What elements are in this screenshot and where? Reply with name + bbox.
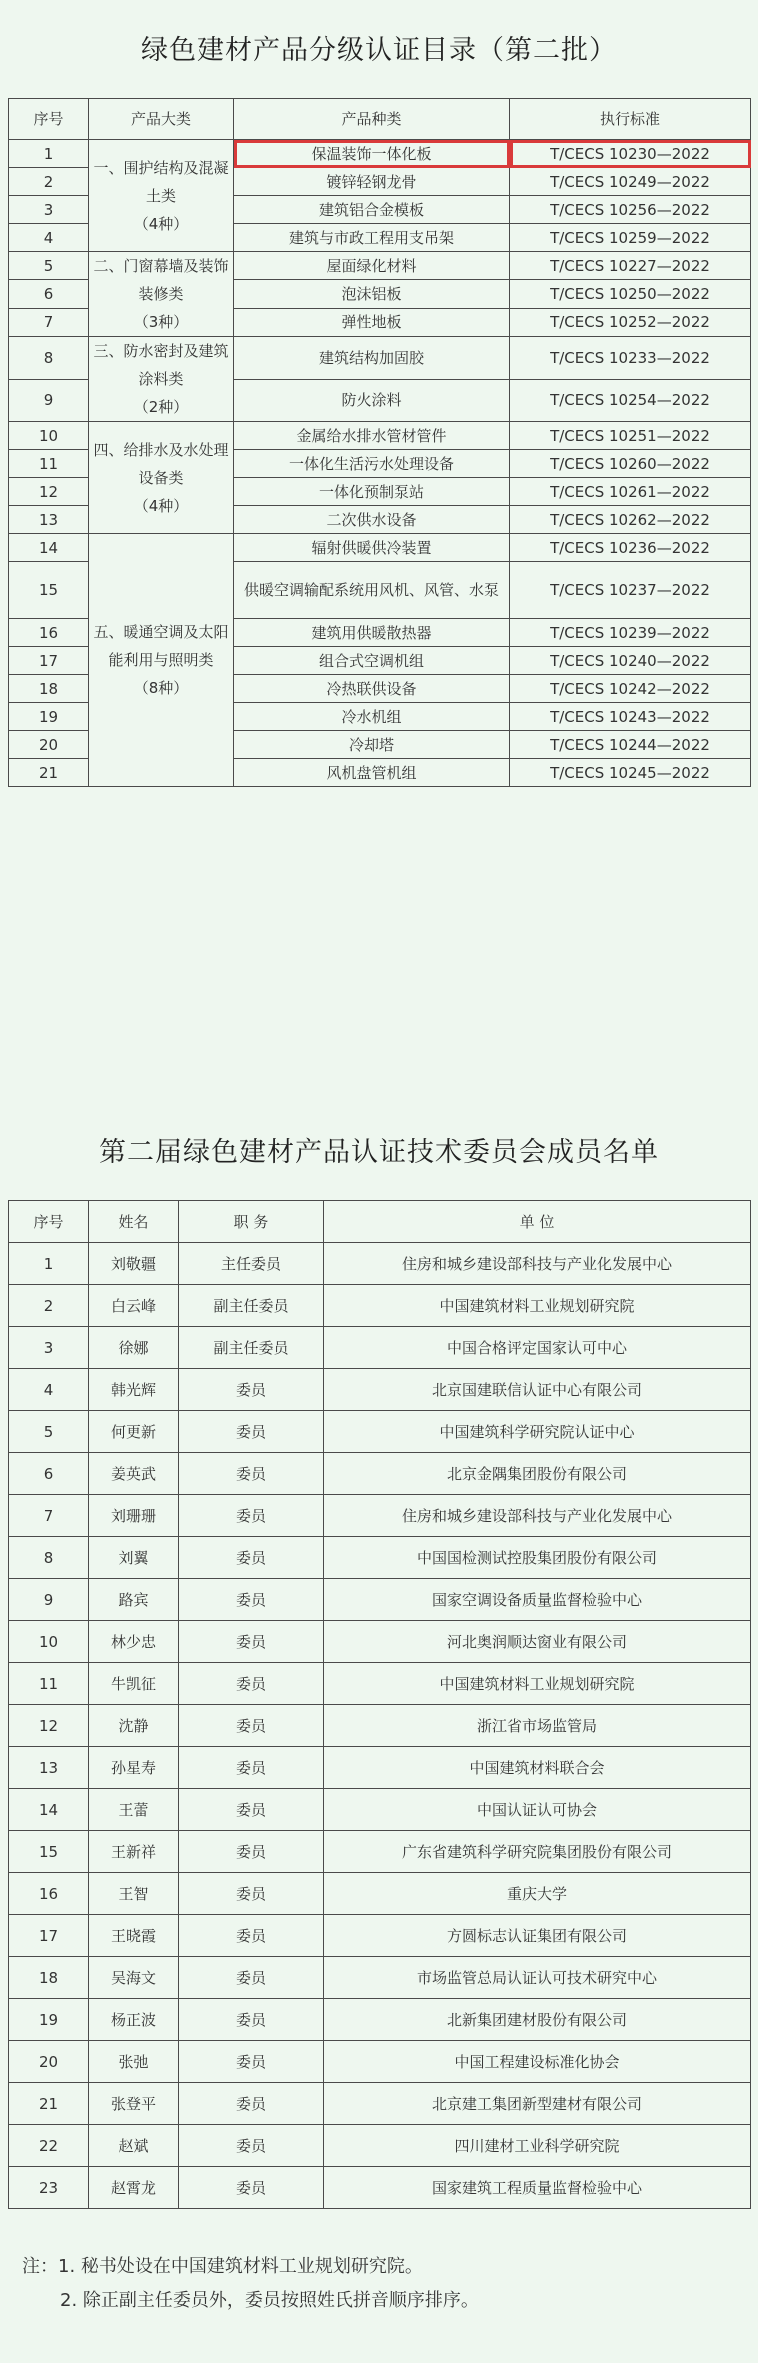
member-organization: 国家空调设备质量监督检验中心 xyxy=(324,1579,751,1621)
member-organization: 北新集团建材股份有限公司 xyxy=(324,1999,751,2041)
standard-code: T/CECS 10254—2022 xyxy=(510,379,751,422)
member-name: 杨正波 xyxy=(89,1999,179,2041)
row-number: 21 xyxy=(9,2083,89,2125)
product-type: 一体化预制泵站 xyxy=(234,478,510,506)
product-type: 弹性地板 xyxy=(234,308,510,336)
member-role: 委员 xyxy=(179,1915,324,1957)
member-organization: 中国国检测试控股集团股份有限公司 xyxy=(324,1537,751,1579)
member-role: 委员 xyxy=(179,1957,324,1999)
product-type: 冷却塔 xyxy=(234,731,510,759)
column-header: 序号 xyxy=(9,99,89,140)
member-name: 王蕾 xyxy=(89,1789,179,1831)
standard-code: T/CECS 10260—2022 xyxy=(510,450,751,478)
table-row xyxy=(9,1873,751,1915)
member-role: 委员 xyxy=(179,1831,324,1873)
row-number: 21 xyxy=(9,759,89,787)
row-number: 15 xyxy=(9,562,89,619)
member-organization: 北京建工集团新型建材有限公司 xyxy=(324,2083,751,2125)
column-header: 序号 xyxy=(9,1201,89,1243)
member-name: 刘敬疆 xyxy=(89,1243,179,1285)
member-role: 委员 xyxy=(179,1369,324,1411)
row-number: 5 xyxy=(9,252,89,280)
standard-code: T/CECS 10262—2022 xyxy=(510,506,751,534)
table-row xyxy=(9,1621,751,1663)
member-name: 刘翼 xyxy=(89,1537,179,1579)
row-number: 5 xyxy=(9,1411,89,1453)
row-number: 1 xyxy=(9,140,89,168)
table-header-row xyxy=(9,1201,751,1243)
catalog-table xyxy=(8,98,751,787)
product-type: 镀锌轻钢龙骨 xyxy=(234,168,510,196)
row-number: 23 xyxy=(9,2167,89,2209)
member-name: 王晓霞 xyxy=(89,1915,179,1957)
standard-code: T/CECS 10243—2022 xyxy=(510,703,751,731)
member-organization: 北京金隅集团股份有限公司 xyxy=(324,1453,751,1495)
member-name: 韩光辉 xyxy=(89,1369,179,1411)
row-number: 22 xyxy=(9,2125,89,2167)
column-header: 执行标准 xyxy=(510,99,751,140)
member-organization: 广东省建筑科学研究院集团股份有限公司 xyxy=(324,1831,751,1873)
column-header: 产品大类 xyxy=(89,99,234,140)
standard-code: T/CECS 10239—2022 xyxy=(510,619,751,647)
row-number: 7 xyxy=(9,308,89,336)
product-type: 保温装饰一体化板 xyxy=(234,140,510,168)
table-row xyxy=(9,1369,751,1411)
member-organization: 中国建筑材料工业规划研究院 xyxy=(324,1663,751,1705)
member-name: 白云峰 xyxy=(89,1285,179,1327)
row-number: 14 xyxy=(9,534,89,562)
table-row xyxy=(9,2083,751,2125)
category-cell: 三、防水密封及建筑涂料类 （2种） xyxy=(89,337,234,422)
row-number: 10 xyxy=(9,422,89,450)
member-name: 徐娜 xyxy=(89,1327,179,1369)
table-row xyxy=(9,1915,751,1957)
table-row xyxy=(9,1831,751,1873)
note-2: 2. 除正副主任委员外，委员按照姓氏拼音顺序排序。 xyxy=(60,2290,479,2311)
table-row xyxy=(9,1411,751,1453)
product-type: 二次供水设备 xyxy=(234,506,510,534)
product-type: 风机盘管机组 xyxy=(234,759,510,787)
member-organization: 中国建筑材料工业规划研究院 xyxy=(324,1285,751,1327)
row-number: 4 xyxy=(9,1369,89,1411)
member-name: 牛凯征 xyxy=(89,1663,179,1705)
table-row xyxy=(9,252,751,280)
row-number: 16 xyxy=(9,619,89,647)
table-row xyxy=(9,1243,751,1285)
standard-code: T/CECS 10251—2022 xyxy=(510,422,751,450)
column-header: 产品种类 xyxy=(234,99,510,140)
row-number: 11 xyxy=(9,450,89,478)
table-row xyxy=(9,2041,751,2083)
row-number: 12 xyxy=(9,1705,89,1747)
standard-code: T/CECS 10244—2022 xyxy=(510,731,751,759)
table-row xyxy=(9,422,751,450)
member-organization: 中国工程建设标准化协会 xyxy=(324,2041,751,2083)
standard-code: T/CECS 10230—2022 xyxy=(510,140,751,168)
product-type: 建筑结构加固胶 xyxy=(234,337,510,380)
member-name: 赵斌 xyxy=(89,2125,179,2167)
row-number: 15 xyxy=(9,1831,89,1873)
member-name: 何更新 xyxy=(89,1411,179,1453)
row-number: 13 xyxy=(9,506,89,534)
standard-code: T/CECS 10261—2022 xyxy=(510,478,751,506)
member-role: 委员 xyxy=(179,2041,324,2083)
standard-code: T/CECS 10245—2022 xyxy=(510,759,751,787)
row-number: 3 xyxy=(9,1327,89,1369)
member-role: 委员 xyxy=(179,1453,324,1495)
standard-code: T/CECS 10227—2022 xyxy=(510,252,751,280)
table-row xyxy=(9,1495,751,1537)
member-name: 张弛 xyxy=(89,2041,179,2083)
member-name: 沈静 xyxy=(89,1705,179,1747)
standard-code: T/CECS 10236—2022 xyxy=(510,534,751,562)
row-number: 9 xyxy=(9,1579,89,1621)
product-type: 泡沫铝板 xyxy=(234,280,510,308)
row-number: 7 xyxy=(9,1495,89,1537)
standard-code: T/CECS 10259—2022 xyxy=(510,224,751,252)
row-number: 17 xyxy=(9,1915,89,1957)
row-number: 17 xyxy=(9,647,89,675)
category-cell: 一、围护结构及混凝土类 （4种） xyxy=(89,140,234,252)
row-number: 4 xyxy=(9,224,89,252)
member-name: 吴海文 xyxy=(89,1957,179,1999)
member-role: 委员 xyxy=(179,1411,324,1453)
table-row xyxy=(9,1663,751,1705)
row-number: 20 xyxy=(9,731,89,759)
member-role: 委员 xyxy=(179,1495,324,1537)
column-header: 单 位 xyxy=(324,1201,751,1243)
member-name: 王智 xyxy=(89,1873,179,1915)
row-number: 18 xyxy=(9,1957,89,1999)
committee-table xyxy=(8,1200,751,2209)
product-type: 金属给水排水管材管件 xyxy=(234,422,510,450)
row-number: 2 xyxy=(9,1285,89,1327)
standard-code: T/CECS 10240—2022 xyxy=(510,647,751,675)
table-row xyxy=(9,2167,751,2209)
row-number: 1 xyxy=(9,1243,89,1285)
member-name: 王新祥 xyxy=(89,1831,179,1873)
product-type: 一体化生活污水处理设备 xyxy=(234,450,510,478)
table-row xyxy=(9,1999,751,2041)
product-type: 防火涂料 xyxy=(234,379,510,422)
standard-code: T/CECS 10250—2022 xyxy=(510,280,751,308)
member-organization: 北京国建联信认证中心有限公司 xyxy=(324,1369,751,1411)
row-number: 10 xyxy=(9,1621,89,1663)
standard-code: T/CECS 10242—2022 xyxy=(510,675,751,703)
table-row xyxy=(9,1579,751,1621)
table-row xyxy=(9,1327,751,1369)
member-organization: 中国认证认可协会 xyxy=(324,1789,751,1831)
member-role: 委员 xyxy=(179,1705,324,1747)
row-number: 8 xyxy=(9,1537,89,1579)
member-role: 副主任委员 xyxy=(179,1327,324,1369)
member-organization: 四川建材工业科学研究院 xyxy=(324,2125,751,2167)
member-role: 委员 xyxy=(179,1537,324,1579)
product-type: 建筑用供暖散热器 xyxy=(234,619,510,647)
table-row xyxy=(9,1537,751,1579)
column-header: 职 务 xyxy=(179,1201,324,1243)
table-row xyxy=(9,1747,751,1789)
member-organization: 中国合格评定国家认可中心 xyxy=(324,1327,751,1369)
member-role: 委员 xyxy=(179,2083,324,2125)
member-role: 委员 xyxy=(179,1999,324,2041)
table-row xyxy=(9,337,751,380)
standard-code: T/CECS 10233—2022 xyxy=(510,337,751,380)
product-type: 冷水机组 xyxy=(234,703,510,731)
product-type: 屋面绿化材料 xyxy=(234,252,510,280)
standard-code: T/CECS 10237—2022 xyxy=(510,562,751,619)
member-role: 委员 xyxy=(179,1873,324,1915)
category-cell: 五、暖通空调及太阳能利用与照明类 （8种） xyxy=(89,534,234,787)
product-type: 供暖空调输配系统用风机、风管、水泵 xyxy=(234,562,510,619)
row-number: 6 xyxy=(9,280,89,308)
member-organization: 中国建筑材料联合会 xyxy=(324,1747,751,1789)
table-header-row xyxy=(9,99,751,140)
column-header: 姓名 xyxy=(89,1201,179,1243)
member-role: 委员 xyxy=(179,1789,324,1831)
row-number: 2 xyxy=(9,168,89,196)
note-1: 注：1. 秘书处设在中国建筑材料工业规划研究院。 xyxy=(22,2256,423,2277)
member-role: 委员 xyxy=(179,1621,324,1663)
member-name: 孙星寿 xyxy=(89,1747,179,1789)
row-number: 8 xyxy=(9,337,89,380)
table-row xyxy=(9,1285,751,1327)
product-type: 建筑与市政工程用支吊架 xyxy=(234,224,510,252)
member-role: 主任委员 xyxy=(179,1243,324,1285)
member-organization: 市场监管总局认证认可技术研究中心 xyxy=(324,1957,751,1999)
row-number: 3 xyxy=(9,196,89,224)
row-number: 20 xyxy=(9,2041,89,2083)
row-number: 9 xyxy=(9,379,89,422)
member-organization: 国家建筑工程质量监督检验中心 xyxy=(324,2167,751,2209)
committee-title: 第二届绿色建材产品认证技术委员会成员名单 xyxy=(99,1137,659,1168)
standard-code: T/CECS 10256—2022 xyxy=(510,196,751,224)
notes xyxy=(22,2250,479,2318)
member-name: 张登平 xyxy=(89,2083,179,2125)
category-cell: 四、给排水及水处理设备类 （4种） xyxy=(89,422,234,534)
member-organization: 重庆大学 xyxy=(324,1873,751,1915)
table-row xyxy=(9,2125,751,2167)
row-number: 13 xyxy=(9,1747,89,1789)
member-name: 林少忠 xyxy=(89,1621,179,1663)
row-number: 19 xyxy=(9,703,89,731)
row-number: 16 xyxy=(9,1873,89,1915)
member-name: 姜英武 xyxy=(89,1453,179,1495)
table-row xyxy=(9,1957,751,1999)
member-role: 委员 xyxy=(179,2167,324,2209)
member-role: 委员 xyxy=(179,1747,324,1789)
table-row xyxy=(9,534,751,562)
product-type: 辐射供暖供冷装置 xyxy=(234,534,510,562)
member-role: 委员 xyxy=(179,1663,324,1705)
table-row xyxy=(9,1789,751,1831)
member-organization: 浙江省市场监管局 xyxy=(324,1705,751,1747)
table-row xyxy=(9,1453,751,1495)
table-row xyxy=(9,140,751,168)
standard-code: T/CECS 10249—2022 xyxy=(510,168,751,196)
standard-code: T/CECS 10252—2022 xyxy=(510,308,751,336)
member-organization: 住房和城乡建设部科技与产业化发展中心 xyxy=(324,1243,751,1285)
product-type: 组合式空调机组 xyxy=(234,647,510,675)
table-row xyxy=(9,1705,751,1747)
row-number: 14 xyxy=(9,1789,89,1831)
member-name: 赵霄龙 xyxy=(89,2167,179,2209)
member-name: 刘珊珊 xyxy=(89,1495,179,1537)
product-type: 建筑铝合金模板 xyxy=(234,196,510,224)
member-organization: 中国建筑科学研究院认证中心 xyxy=(324,1411,751,1453)
category-cell: 二、门窗幕墙及装饰装修类 （3种） xyxy=(89,252,234,337)
member-organization: 方圆标志认证集团有限公司 xyxy=(324,1915,751,1957)
row-number: 18 xyxy=(9,675,89,703)
member-organization: 河北奥润顺达窗业有限公司 xyxy=(324,1621,751,1663)
catalog-title: 绿色建材产品分级认证目录（第二批） xyxy=(141,35,617,66)
member-role: 委员 xyxy=(179,1579,324,1621)
row-number: 6 xyxy=(9,1453,89,1495)
member-role: 副主任委员 xyxy=(179,1285,324,1327)
row-number: 19 xyxy=(9,1999,89,2041)
product-type: 冷热联供设备 xyxy=(234,675,510,703)
member-role: 委员 xyxy=(179,2125,324,2167)
member-organization: 住房和城乡建设部科技与产业化发展中心 xyxy=(324,1495,751,1537)
row-number: 12 xyxy=(9,478,89,506)
row-number: 11 xyxy=(9,1663,89,1705)
member-name: 路宾 xyxy=(89,1579,179,1621)
